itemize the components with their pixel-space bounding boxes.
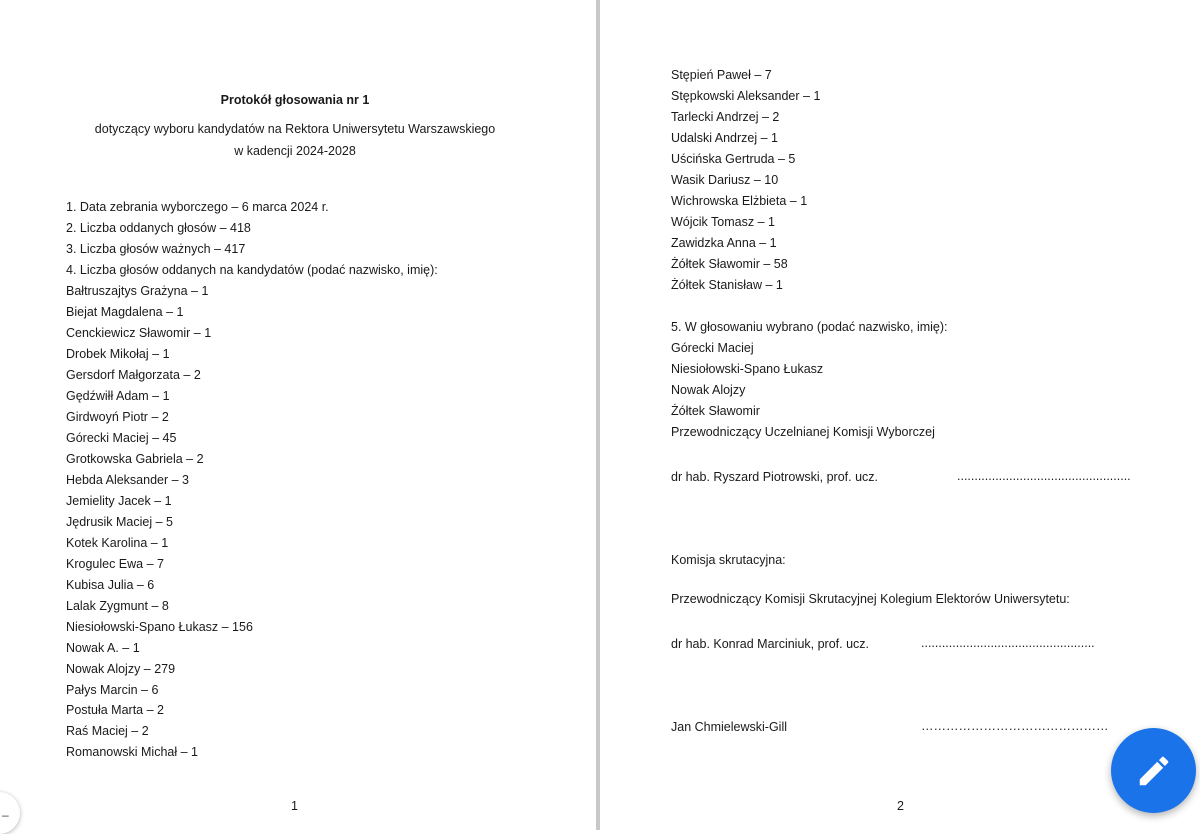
edit-button[interactable] xyxy=(1111,728,1196,813)
candidate-entry: Cenckiewicz Sławomir – 1 xyxy=(66,326,212,340)
elected-heading: 5. W głosowaniu wybrano (podać nazwisko, imię): xyxy=(671,320,948,334)
page-number: 2 xyxy=(897,799,904,813)
candidate-entry: Grotkowska Gabriela – 2 xyxy=(66,452,204,466)
candidate-entry: Jemielity Jacek – 1 xyxy=(66,494,172,508)
document-title: Protokół głosowania nr 1 xyxy=(220,93,370,107)
candidate-entry: Gersdorf Małgorzata – 2 xyxy=(66,368,201,382)
protocol-item: 4. Liczba głosów oddanych na kandydatów (podać nazwisko, imię): xyxy=(66,263,438,277)
candidate-entry: Drobek Mikołaj – 1 xyxy=(66,347,170,361)
chair-name: dr hab. Ryszard Piotrowski, prof. ucz. xyxy=(671,470,879,484)
candidate-entry: Bałtruszajtys Grażyna – 1 xyxy=(66,284,209,298)
candidate-entry: Stępkowski Aleksander – 1 xyxy=(671,89,821,103)
document-page-1 xyxy=(0,0,596,830)
document-page-2 xyxy=(600,0,1200,830)
candidate-entry: Stępień Paweł – 7 xyxy=(671,68,772,82)
protocol-item: 2. Liczba oddanych głosów – 418 xyxy=(66,221,251,235)
candidate-entry: Górecki Maciej – 45 xyxy=(66,431,177,445)
candidate-entry: Żółtek Sławomir – 58 xyxy=(671,257,788,271)
elected-entry: Żółtek Sławomir xyxy=(671,404,760,418)
candidate-entry: Kotek Karolina – 1 xyxy=(66,536,169,550)
candidate-entry: Romanowski Michał – 1 xyxy=(66,745,198,759)
chair-title: Przewodniczący Uczelnianej Komisji Wyborczej xyxy=(671,425,935,439)
candidate-entry: Pałys Marcin – 6 xyxy=(66,683,159,697)
member-signature-line: ……………………………………… xyxy=(921,719,1109,733)
protocol-item: 1. Data zebrania wyborczego – 6 marca 2024 r. xyxy=(66,200,329,214)
candidate-entry: Biejat Magdalena – 1 xyxy=(66,305,184,319)
side-panel-button[interactable] xyxy=(0,792,20,834)
candidate-entry: Uścińska Gertruda – 5 xyxy=(671,152,796,166)
protocol-item: 3. Liczba głosów ważnych – 417 xyxy=(66,242,246,256)
committee-chair-title: Przewodniczący Komisji Skrutacyjnej Kolegium Elektorów Uniwersytetu: xyxy=(671,592,1070,606)
candidate-entry: Wichrowska Elżbieta – 1 xyxy=(671,194,808,208)
candidate-entry: Niesiołowski-Spano Łukasz – 156 xyxy=(66,620,253,634)
candidate-entry: Nowak Alojzy – 279 xyxy=(66,662,176,676)
candidate-entry: Lalak Zygmunt – 8 xyxy=(66,599,169,613)
candidate-entry: Udalski Andrzej – 1 xyxy=(671,131,779,145)
candidate-entry: Tarlecki Andrzej – 2 xyxy=(671,110,780,124)
candidate-entry: Żółtek Stanisław – 1 xyxy=(671,278,783,292)
candidate-entry: Raś Maciej – 2 xyxy=(66,724,149,738)
candidate-entry: Nowak A. – 1 xyxy=(66,641,140,655)
elected-entry: Górecki Maciej xyxy=(671,341,754,355)
candidate-entry: Kubisa Julia – 6 xyxy=(66,578,155,592)
member-name: Jan Chmielewski-Gill xyxy=(671,720,787,734)
candidate-entry: Zawidzka Anna – 1 xyxy=(671,236,777,250)
committee-chair-name: dr hab. Konrad Marciniuk, prof. ucz. xyxy=(671,637,870,651)
elected-entry: Niesiołowski-Spano Łukasz xyxy=(671,362,824,376)
candidate-entry: Girdwoyń Piotr – 2 xyxy=(66,410,169,424)
candidate-entry: Gędźwiłł Adam – 1 xyxy=(66,389,170,403)
page-number: 1 xyxy=(291,799,298,813)
chair-signature-line: .................................................. xyxy=(957,469,1131,483)
candidate-entry: Wasik Dariusz – 10 xyxy=(671,173,779,187)
pencil-icon xyxy=(1135,752,1173,790)
candidate-entry: Postuła Marta – 2 xyxy=(66,703,164,717)
document-subtitle-line-1: dotyczący wyboru kandydatów na Rektora Uniwersytetu Warszawskiego xyxy=(94,122,496,136)
candidate-entry: Jędrusik Maciej – 5 xyxy=(66,515,173,529)
candidate-entry: Hebda Aleksander – 3 xyxy=(66,473,190,487)
committee-heading: Komisja skrutacyjna: xyxy=(671,553,786,567)
document-subtitle-line-2: w kadencji 2024-2028 xyxy=(234,144,356,158)
minus-icon: – xyxy=(2,808,9,822)
candidate-entry: Krogulec Ewa – 7 xyxy=(66,557,164,571)
candidate-entry: Wójcik Tomasz – 1 xyxy=(671,215,775,229)
committee-chair-signature-line: .................................................. xyxy=(921,636,1095,650)
elected-entry: Nowak Alojzy xyxy=(671,383,746,397)
